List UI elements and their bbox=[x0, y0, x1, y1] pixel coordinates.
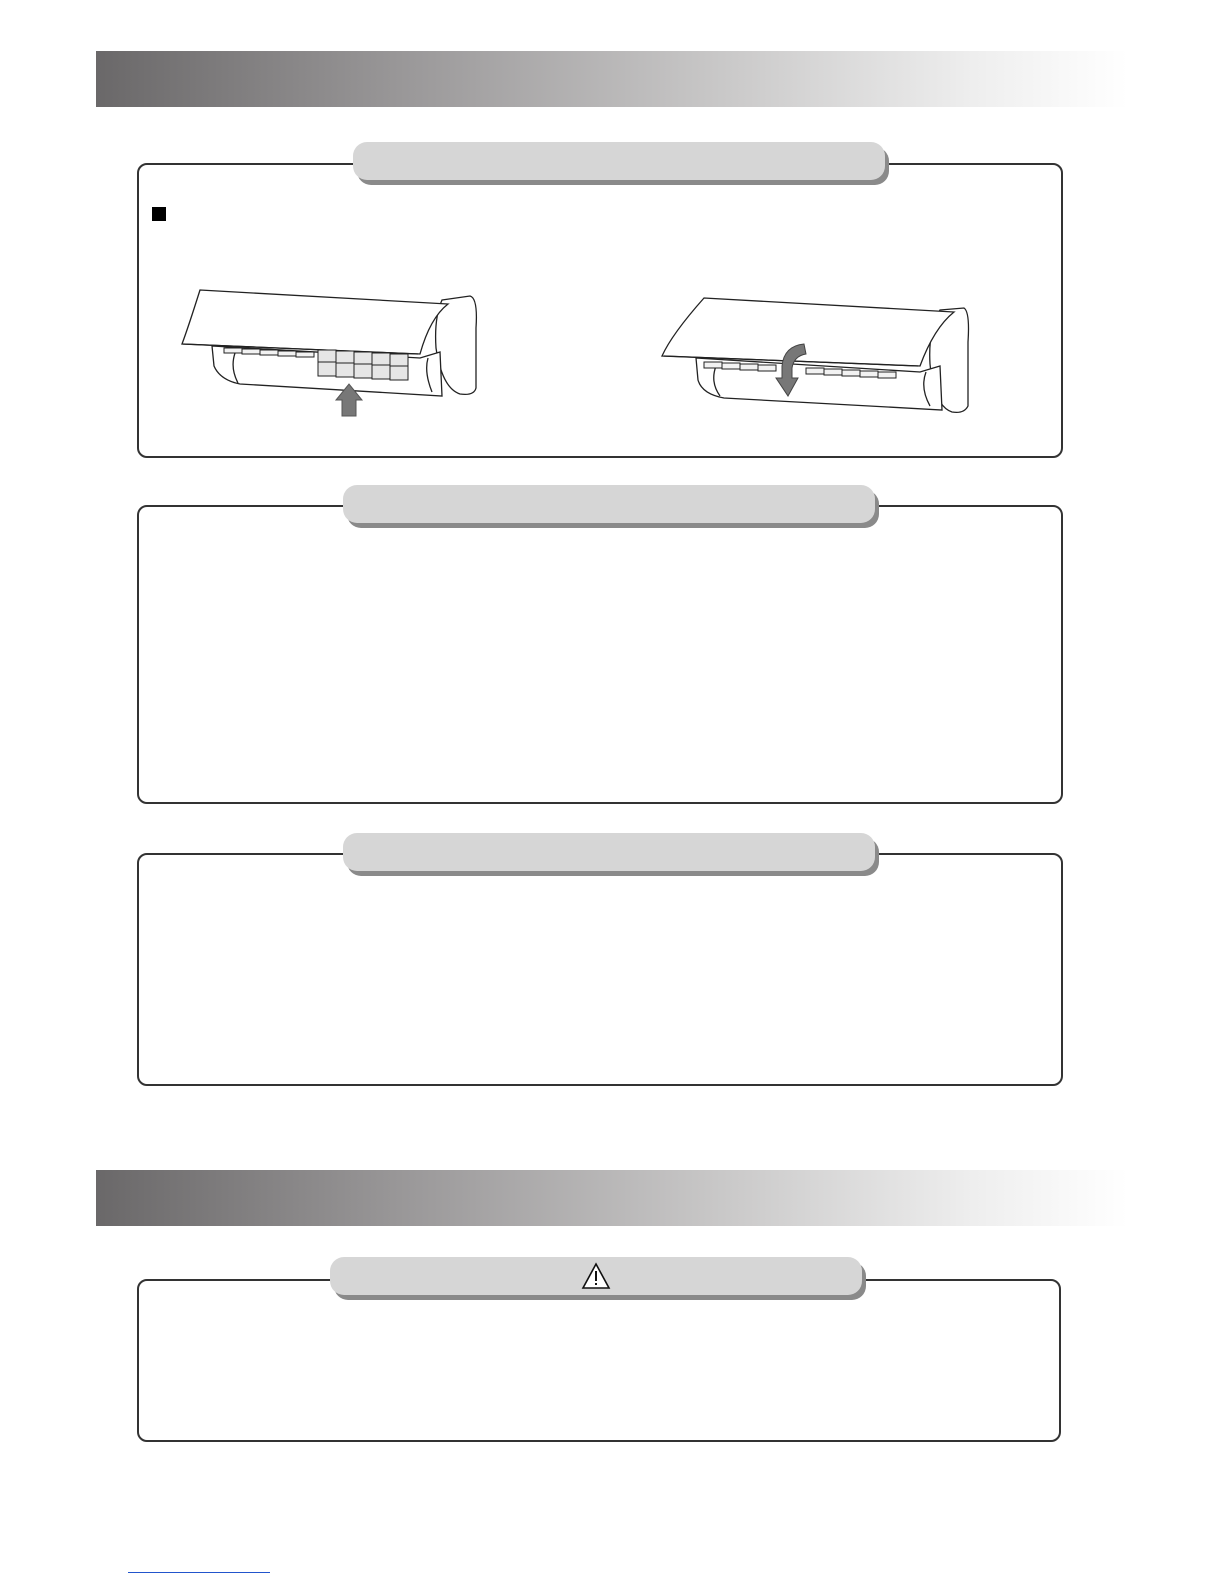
section-header-bar-middle bbox=[96, 1170, 1128, 1226]
panel-4-tab bbox=[330, 1257, 862, 1295]
indoor-unit-open-filter-illustration bbox=[180, 288, 480, 418]
square-bullet-icon bbox=[152, 207, 166, 221]
panel-3 bbox=[137, 853, 1063, 1086]
panel-warning bbox=[137, 1279, 1061, 1442]
warning-triangle-icon bbox=[581, 1262, 611, 1290]
panel-3-tab bbox=[343, 833, 875, 871]
panel-2 bbox=[137, 505, 1063, 804]
indoor-unit-close-panel-illustration bbox=[658, 294, 978, 420]
panel-2-tab bbox=[343, 485, 875, 523]
panel-1-tab bbox=[353, 142, 885, 180]
section-header-bar-top bbox=[96, 51, 1128, 107]
footer-link-underline bbox=[128, 1572, 270, 1573]
